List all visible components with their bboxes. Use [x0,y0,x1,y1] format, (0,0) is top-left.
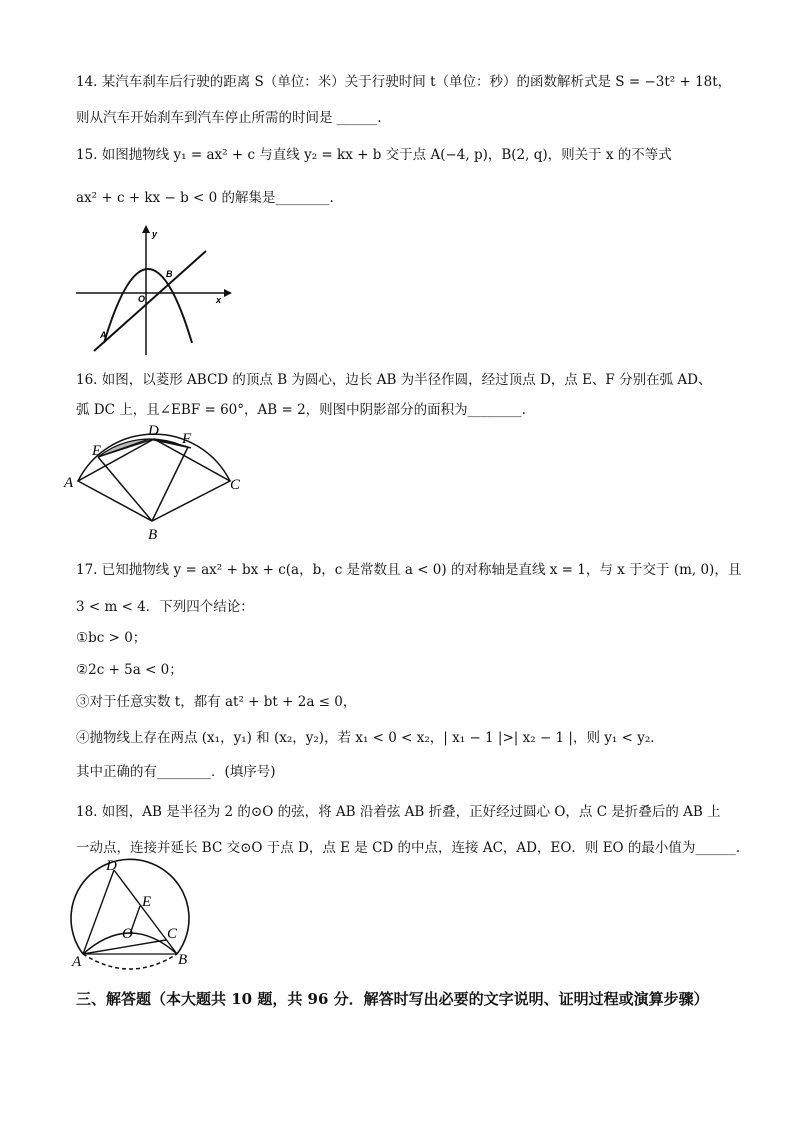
q15-point-a-label: A [100,330,107,340]
q15-point-b-label: B [166,269,173,279]
q15-line1: 15. 如图抛物线 y₁ = ax² + c 与直线 y₂ = kx + b 交于点 A(−4, p)，B(2, q)，则关于 x 的不等式 [76,147,672,163]
q18-point-a-label: A [72,954,82,970]
q15-line2: ax² + c + kx − b < 0 的解集是________. [76,190,334,206]
q16-point-b-label: B [148,527,158,543]
q17-line2: 3 < m < 4．下列四个结论： [76,599,254,615]
q17-line1: 17. 已知抛物线 y = ax² + bx + c(a，b，c 是常数且 a < 0) 的对称轴是直线 x = 1，与 x 于交于 (m, 0)，且 [76,562,742,578]
q18-line2: 一动点，连接并延长 BC 交⊙O 于点 D，点 E 是 CD 的中点，连接 AC，AD，EO．则 EO 的最小值为______. [76,840,741,856]
q18-point-c-label: C [167,926,178,942]
q16-line1: 16. 如图，以菱形 ABCD 的顶点 B 为圆心，边长 AB 为半径作圆，经过顶点 D，点 E、F 分别在弧 AD、 [76,372,712,388]
q18-point-o-label: O [122,926,133,942]
section-3-heading: 三、解答题（本大题共 10 题，共 96 分．解答时写出必要的文字说明、证明过程或演算步骤） [76,990,709,1008]
q17-item-1: ①bc > 0； [76,630,147,646]
q16-rhombus-figure [64,423,250,545]
q14-line1: 14. 某汽车刹车后行驶的距离 S（单位：米）关于行驶时间 t（单位：秒）的函数解析式是 S = −3t² + 18t， [76,74,732,90]
q18-point-d-label: D [106,858,117,874]
q18-point-e-label: E [142,894,152,910]
q15-x-label: x [216,295,222,305]
q14-line2: 则从汽车开始刹车到汽车停止所需的时间是 ______. [76,110,382,126]
q16-point-f-label: F [182,431,192,447]
q17-item-3: ③对于任意实数 t，都有 at² + bt + 2a ≤ 0， [76,694,357,710]
q17-item-4: ④抛物线上存在两点 (x₁，y₁) 和 (x₂，y₂)，若 x₁ < 0 < x₂，| x₁ − 1 |>| x₂ − 1 |，则 y₁ < y₂． [76,730,664,746]
q17-answer-line: 其中正确的有________．(填序号) [76,764,276,780]
q18-circle-figure [70,858,200,970]
q18-point-b-label: B [178,952,188,968]
q16-line2: 弧 DC 上，且∠EBF = 60°，AB = 2，则图中阴影部分的面积为________. [76,402,526,418]
q18-line1: 18. 如图，AB 是半径为 2 的⊙O 的弦，将 AB 沿着弦 AB 折叠，正好经过圆心 O，点 C 是折叠后的 AB 上 [76,804,721,820]
q16-point-a-label: A [64,475,74,491]
q16-point-c-label: C [230,477,241,493]
q16-point-d-label: D [148,423,159,439]
q17-item-2: ②2c + 5a < 0； [76,662,183,678]
q16-point-e-label: E [92,443,102,459]
q15-y-label: y [152,229,158,239]
q15-parabola-figure [76,225,236,360]
q15-origin-label: O [138,294,146,304]
